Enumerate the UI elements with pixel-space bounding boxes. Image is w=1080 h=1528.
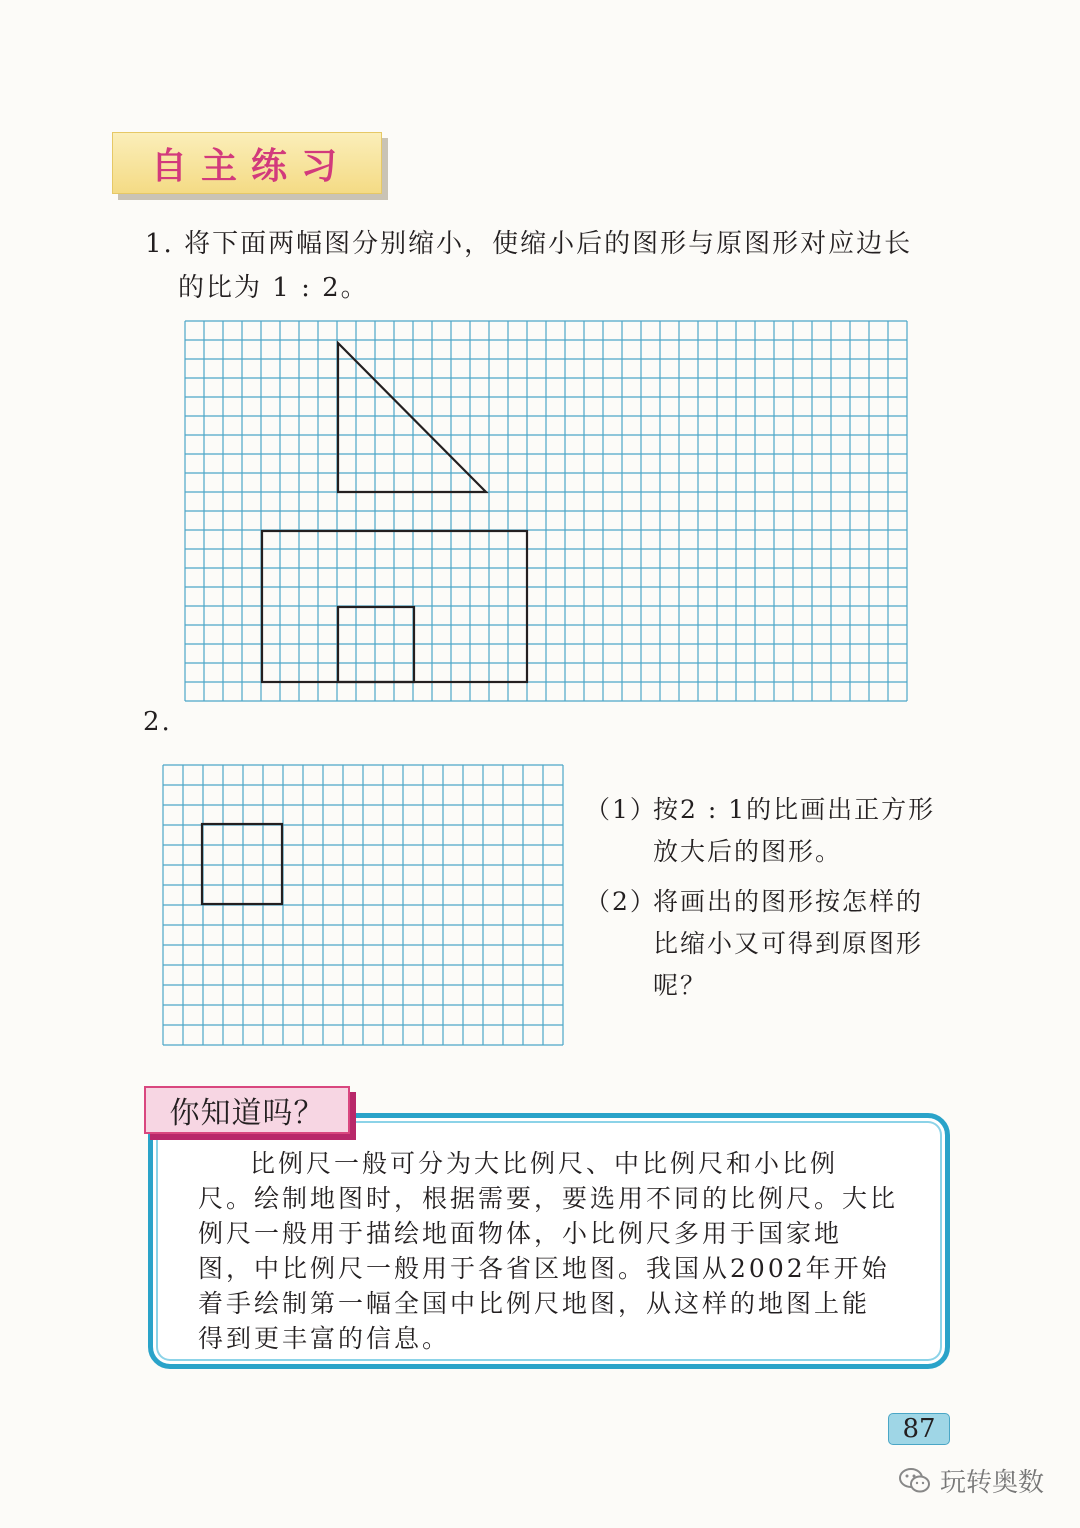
did-you-know-line: 比例尺一般可分为大比例尺、中比例尺和小比例	[250, 1149, 839, 1178]
sub-question2-line3: 呢？	[653, 971, 708, 1000]
watermark-text: 玩转奥数	[940, 1468, 1045, 1498]
page-number: 87	[888, 1413, 950, 1445]
wechat-icon	[898, 1466, 932, 1496]
did-you-know-line: 图，中比例尺一般用于各省区地图。我国从2002年开始	[198, 1254, 890, 1283]
did-you-know-label: 你知道吗？	[144, 1086, 350, 1134]
sub-question2-number: （2）	[585, 887, 657, 916]
watermark	[898, 1462, 1044, 1499]
did-you-know-line: 着手绘制第一幅全国中比例尺地图，从这样的地图上能	[198, 1289, 871, 1318]
question1-text-line1: 1. 将下面两幅图分别缩小，使缩小后的图形与原图形对应边长	[145, 229, 913, 259]
question1-text-line2: 的比为 1 : 2。	[178, 273, 369, 303]
question2-grid	[162, 764, 564, 1046]
triangle-figure	[338, 343, 486, 492]
did-you-know-line: 例尺一般用于描绘地面物体，小比例尺多用于国家地	[198, 1219, 843, 1248]
sub-question1-number: （1）	[585, 795, 657, 824]
question2-number: 2.	[143, 707, 172, 737]
sub-question1-line1: 按2 : 1的比画出正方形	[653, 795, 936, 824]
sub-question2-line2: 比缩小又可得到原图形	[653, 929, 924, 958]
grid-lines	[185, 321, 907, 701]
sub-question2-line1: 将画出的图形按怎样的	[653, 887, 924, 916]
sub-question1-line2: 放大后的图形。	[653, 837, 843, 866]
did-you-know-line: 得到更丰富的信息。	[198, 1324, 451, 1353]
did-you-know-line: 尺。绘制地图时，根据需要，要选用不同的比例尺。大比	[198, 1184, 899, 1213]
question1-grid	[184, 320, 910, 704]
section-title: 自主练习	[150, 145, 351, 187]
section-banner	[112, 132, 382, 194]
square-figure	[202, 824, 282, 904]
